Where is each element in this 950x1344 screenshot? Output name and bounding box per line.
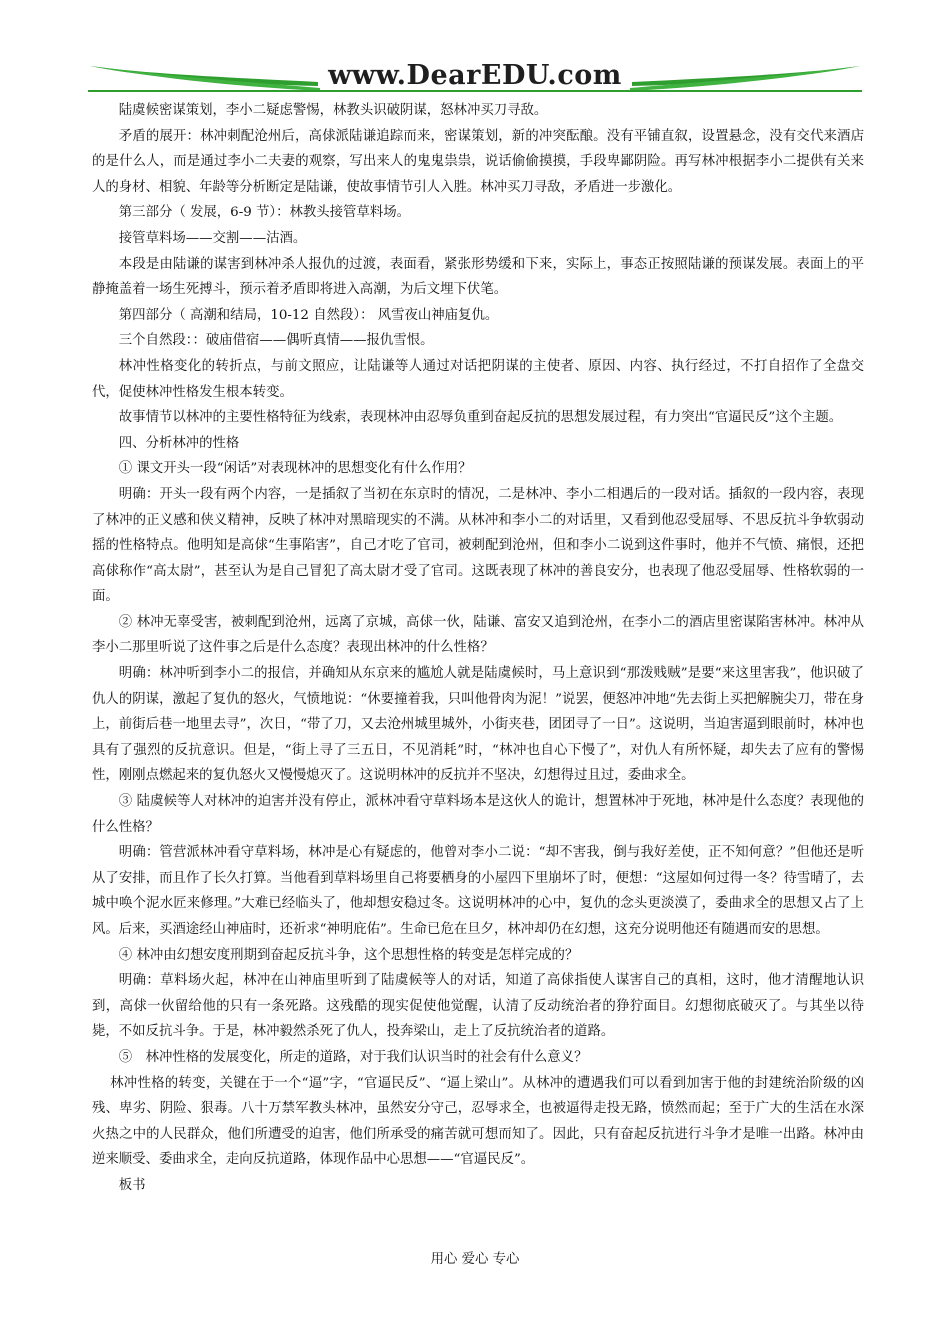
page-footer: 用心 爱心 专心	[430, 1252, 520, 1267]
paragraph: 本段是由陆谦的谋害到林冲杀人报仇的过渡，表面看，紧张形势缓和下来，实际上，事态正按照陆谦的预谋发展。表面上的平静掩盖着一场生死搏斗，预示着矛盾即将进入高潮，为后文埋下伏笔。	[92, 256, 864, 298]
paragraph: 第三部分（ 发展，6-9 节）：林教头接管草料场。	[118, 205, 410, 221]
answer: 明确：开头一段有两个内容，一是插叙了当初在东京时的情况，二是林冲、李小二相遇后的一段对话。插叙的一段内容，表现了林冲的正义感和侠义精神，反映了林冲对黑暗现实的不满。从林冲和李小二的对话里，又看到他忍受屈辱、不思反抗斗争软弱动摇的性格特点。他明知是高俅“生事陷害”，自己才吃了官司，被刺配到沧州，但和李小二说到这件事时，他并不气愤、痛恨，还把高俅称作“高太尉”，甚至认为是自己冒犯了高太尉才受了官司。这既表现了林冲的善良安分，也表现了他忍受屈辱、性格软弱的一面。	[92, 486, 864, 605]
paragraph: 三个自然段：：破庙借宿——偶听真情——报仇雪恨。	[118, 333, 434, 349]
question: ⑤ 林冲性格的发展变化，所走的道路，对于我们认识当时的社会有什么意义？	[118, 1049, 588, 1065]
site-header	[88, 52, 862, 102]
answer: 明确：林冲听到李小二的报信，并确知从东京来的尴尬人就是陆虞候时，马上意识到“那泼贱贼”是要“来这里害我”，他识破了仇人的阴谋，激起了复仇的怒火，气愤地说：“休要撞着我，只叫他骨肉为泥！”说罢，便怒冲冲地“先去街上买把解腕尖刀，带在身上，前街后巷一地里去寻”，次日，“带了刀，又去沧州城里城外，小街夹巷，团团寻了一日”。这说明，当迫害逼到眼前时，林冲也具有了强烈的反抗意识。但是，“街上寻了三五日，不见消耗”时，“林冲也自心下慢了”，对仇人有所怀疑，却失去了应有的警惕性，刚刚点燃起来的复仇怒火又慢慢熄灭了。这说明林冲的反抗并不坚决，幻想得过且过，委曲求全。	[92, 666, 864, 784]
paragraph: 故事情节以林冲的主要性格特征为线索，表现林冲由忍辱负重到奋起反抗的思想发展过程，有力突出“官逼民反”这个主题。	[118, 410, 843, 426]
paragraph: 林冲性格的转变，关键在于一个“逼”字，“官逼民反”、“逼上梁山”。从林冲的遭遇我们可以看到加害于他的封建统治阶级的凶残、卑劣、阴险、狠毒。八十万禁军教头林冲，虽然安分守己，忍辱求全，也被逼得走投无路，愤然而起；至于广大的生活在水深火热之中的人民群众，他们所遭受的迫害，他们所承受的痛苦就可想而知了。因此，只有奋起反抗进行斗争才是唯一出路。林冲由逆来顺受、委曲求全，走向反抗道路，体现作品中心思想——“官逼民反”。	[92, 1075, 864, 1168]
board-heading: 板书	[118, 1177, 146, 1193]
section-heading: 四、分析林冲的性格	[118, 435, 240, 451]
paragraph: 林冲性格变化的转折点，与前文照应，让陆谦等人通过对话把阴谋的主使者、原因、内容、执行经过，不打自招作了全盘交代，促使林冲性格发生根本转变。	[92, 358, 864, 400]
paragraph: 接管草料场——交割——沽酒。	[118, 230, 307, 246]
paragraph: 第四部分（ 高潮和结局，10-12 自然段）： 风雪夜山神庙复仇。	[118, 307, 499, 323]
answer: 明确：草料场火起，林冲在山神庙里听到了陆虞候等人的对话，知道了高俅指使人谋害自己的真相，这时，他才清醒地认识到，高俅一伙留给他的只有一条死路。这残酷的现实促使他觉醒，认清了反动统治者的狰狞面目。幻想彻底破灭了。与其坐以待毙，不如反抗斗争。于是，林冲毅然杀死了仇人，投奔梁山，走上了反抗统治者的道路。	[92, 973, 864, 1040]
question: ② 林冲无辜受害，被刺配到沧州，远离了京城，高俅一伙，陆谦、富安又追到沧州，在李小二的酒店里密谋陷害林冲。林冲从李小二那里听说了这件事之后是什么态度？表现出林冲的什么性格？	[92, 614, 864, 656]
paragraph: 陆虞候密谋策划，李小二疑虑警惕，林教头识破阴谋，怒林冲买刀寻敌。	[118, 103, 548, 118]
document-body	[92, 98, 864, 1199]
question: ① 课文开头一段“闲话”对表现林冲的思想变化有什么作用？	[118, 461, 472, 477]
answer: 明确：管营派林冲看守草料场，林冲是心有疑虑的，他曾对李小二说：“却不害我，倒与我好差使，正不知何意？”但他还是听从了安排，而且作了长久打算。当他看到草料场里自己将要栖身的小屋四下里崩坏了时，便想：“这屋如何过得一冬？待雪晴了，去城中唤个泥水匠来修理。”大难已经临头了，他却想安稳过冬。这说明林冲的心中，复仇的念头更淡漠了，委曲求全的思想又占了上风。后来，买酒途经山神庙时，还祈求“神明庇佑”。生命已危在旦夕，林冲却仍在幻想，这充分说明他还有随遇而安的思想。	[92, 845, 864, 937]
question: ③ 陆虞候等人对林冲的迫害并没有停止，派林冲看守草料场本是这伙人的诡计，想置林冲于死地，林冲是什么态度？表现他的什么性格？	[92, 794, 864, 835]
question: ④ 林冲由幻想安度刑期到奋起反抗斗争，这个思想性格的转变是怎样完成的？	[118, 947, 579, 963]
paragraph: 矛盾的展开：林冲刺配沧州后，高俅派陆谦追踪而来，密谋策划，新的冲突酝酿。没有平铺直叙，设置悬念，没有交代来酒店的是什么人，而是通过李小二夫妻的观察，写出来人的鬼鬼祟祟，说话偷偷摸摸，手段卑鄙阴险。再写林冲根据李小二提供有关来人的身材、相貌、年龄等分析断定是陆谦，使故事情节引人入胜。林冲买刀寻敌，矛盾进一步激化。	[92, 128, 864, 195]
site-title[interactable]: www.DearEDU.com	[328, 60, 622, 91]
